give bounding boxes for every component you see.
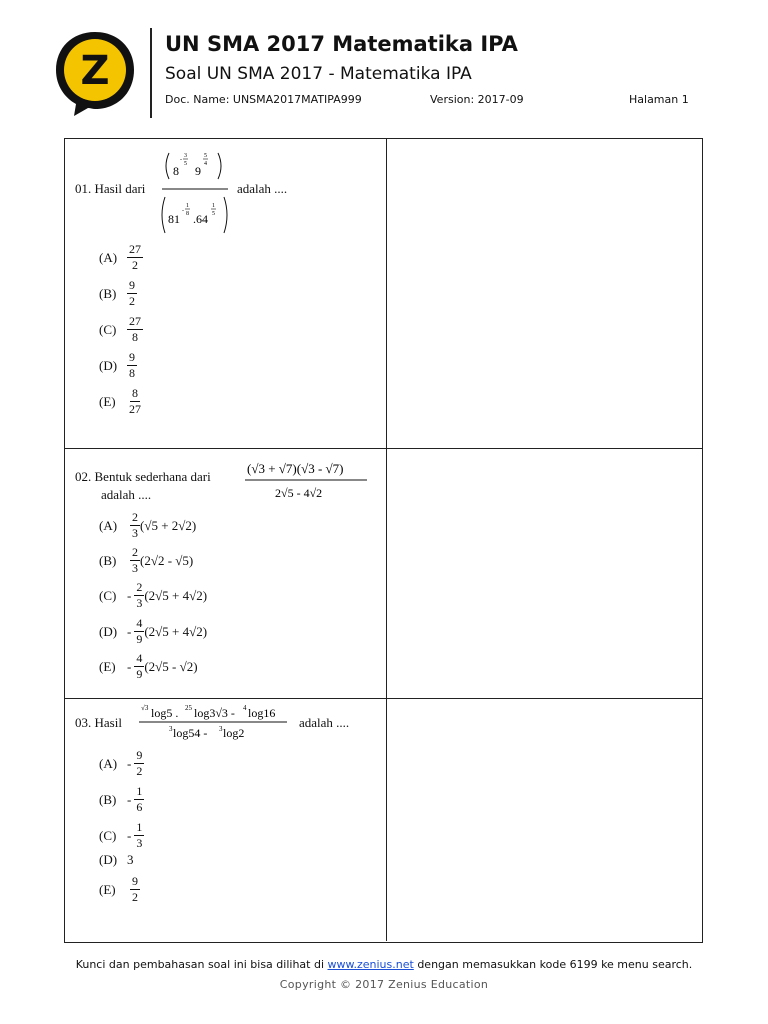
doc-title: UN SMA 2017 Matematika IPA <box>165 32 518 56</box>
q1-suffix: adalah .... <box>237 181 288 196</box>
zenius-link[interactable]: www.zenius.net <box>327 958 414 971</box>
svg-text:3: 3 <box>219 725 223 733</box>
header-divider <box>150 28 152 118</box>
zenius-logo <box>52 28 138 118</box>
svg-text:log3√3 -: log3√3 - <box>194 706 235 720</box>
q3-option-b[interactable]: (B) - $\frac{1}{6}$ <box>99 784 143 815</box>
fraction: $\frac{1}{3}$ <box>136 820 143 851</box>
svg-text:-: - <box>180 157 182 163</box>
q1-number: 01. <box>75 181 92 196</box>
svg-text:log2: log2 <box>223 726 245 740</box>
q1-expression <box>160 145 230 237</box>
q2-option-c[interactable]: (C) - $\frac{2}{3}$ (2√5 + 4√2) <box>99 580 208 611</box>
fraction: $\frac{9}{2}$ <box>136 748 143 779</box>
svg-text:√3: √3 <box>141 704 149 712</box>
question-row-1 <box>65 139 702 448</box>
q3-option-d[interactable]: (D) 3 <box>99 852 134 867</box>
q3-number: 03. <box>75 715 92 730</box>
svg-text:8: 8 <box>186 211 189 217</box>
svg-text:1: 1 <box>212 203 215 209</box>
fraction: $\frac{4}{9}$ <box>136 616 143 647</box>
question-row-3 <box>65 698 702 941</box>
q2-number: 02. <box>75 469 92 484</box>
svg-text:3: 3 <box>169 725 173 733</box>
fraction: $\frac{27}{2}$ <box>129 242 141 273</box>
svg-text:log54 -: log54 - <box>173 726 208 740</box>
doc-subtitle: Soal UN SMA 2017 - Matematika IPA <box>165 64 472 84</box>
copyright: Copyright © 2017 Zenius Education <box>279 978 489 991</box>
fraction: $\frac{9}{2}$ <box>129 278 135 309</box>
svg-text:(√3 + √7)(√3 - √7): (√3 + √7)(√3 - √7) <box>247 461 344 476</box>
q1-option-c[interactable]: (C) $\frac{27}{8}$ <box>99 314 141 345</box>
fraction: $\frac{9}{8}$ <box>129 350 135 381</box>
q2-prefix: Bentuk sederhana dari <box>94 469 211 484</box>
q3-expression <box>137 701 297 745</box>
fraction: $\frac{2}{3}$ <box>132 510 138 541</box>
svg-text:1: 1 <box>186 203 189 209</box>
q1-option-b[interactable]: (B) $\frac{9}{2}$ <box>99 278 135 309</box>
q3-option-c[interactable]: (C) - $\frac{1}{3}$ <box>99 820 143 851</box>
q2-expression <box>243 453 371 503</box>
doc-name: Doc. Name: UNSMA2017MATIPA999 <box>165 93 362 106</box>
svg-text:.64: .64 <box>193 212 208 226</box>
svg-text:3: 3 <box>184 153 187 159</box>
svg-text:2√5 - 4√2: 2√5 - 4√2 <box>275 486 323 500</box>
fraction: $\frac{1}{6}$ <box>136 784 143 815</box>
svg-text:9: 9 <box>195 164 201 178</box>
q3-prefix: Hasil <box>94 715 122 730</box>
fraction: $\frac{8}{27}$ <box>129 386 141 417</box>
page-number: Halaman 1 <box>629 93 689 106</box>
svg-text:25: 25 <box>185 704 192 712</box>
question-row-2 <box>65 448 702 698</box>
q1-option-e[interactable]: (E) $\frac{8}{27}$ <box>99 386 141 417</box>
q2-suffix: adalah .... <box>101 487 152 502</box>
svg-text:log5 .: log5 . <box>151 706 179 720</box>
work-area-1[interactable] <box>387 139 702 448</box>
q2-option-d[interactable]: (D) - $\frac{4}{9}$ (2√5 + 4√2) <box>99 616 208 647</box>
svg-text:8: 8 <box>173 164 179 178</box>
question-cell-2 <box>65 449 387 698</box>
fraction: $\frac{9}{2}$ <box>132 874 138 905</box>
fraction: $\frac{4}{9}$ <box>136 651 143 682</box>
fraction: $\frac{27}{8}$ <box>129 314 141 345</box>
doc-version: Version: 2017-09 <box>430 93 524 106</box>
fraction: $\frac{2}{3}$ <box>136 580 143 611</box>
question-table <box>64 138 703 943</box>
svg-text:81: 81 <box>168 212 180 226</box>
svg-text:-: - <box>182 208 184 214</box>
fraction: $\frac{2}{3}$ <box>132 545 138 576</box>
question-cell-1 <box>65 139 387 448</box>
q2-option-b[interactable]: (B) $\frac{2}{3}$ (2√2 - √5) <box>99 545 194 576</box>
work-area-2[interactable] <box>387 449 702 698</box>
question-cell-3 <box>65 699 387 941</box>
q2-option-e[interactable]: (E) - $\frac{4}{9}$ (2√5 - √2) <box>99 651 198 682</box>
q3-option-e[interactable]: (E) $\frac{9}{2}$ <box>99 874 138 905</box>
q2-option-a[interactable]: (A) $\frac{2}{3}$ (√5 + 2√2) <box>99 510 197 541</box>
work-area-3[interactable] <box>387 699 702 941</box>
q3-suffix: adalah .... <box>299 715 350 730</box>
logo-letter: Z <box>80 48 110 94</box>
q1-option-a[interactable]: (A) $\frac{27}{2}$ <box>99 242 141 273</box>
svg-text:4: 4 <box>204 161 207 167</box>
svg-text:5: 5 <box>184 161 187 167</box>
svg-text:5: 5 <box>204 153 207 159</box>
q1-option-d[interactable]: (D) $\frac{9}{8}$ <box>99 350 135 381</box>
svg-text:4: 4 <box>243 704 247 712</box>
q1-prefix: Hasil dari <box>94 181 146 196</box>
q3-option-a[interactable]: (A) - $\frac{9}{2}$ <box>99 748 143 779</box>
svg-text:log16: log16 <box>248 706 276 720</box>
svg-text:5: 5 <box>212 211 215 217</box>
footer-note: Kunci dan pembahasan soal ini bisa dilihat di www.zenius.net dengan memasukkan kode 6199 ke menu search. <box>75 958 693 971</box>
